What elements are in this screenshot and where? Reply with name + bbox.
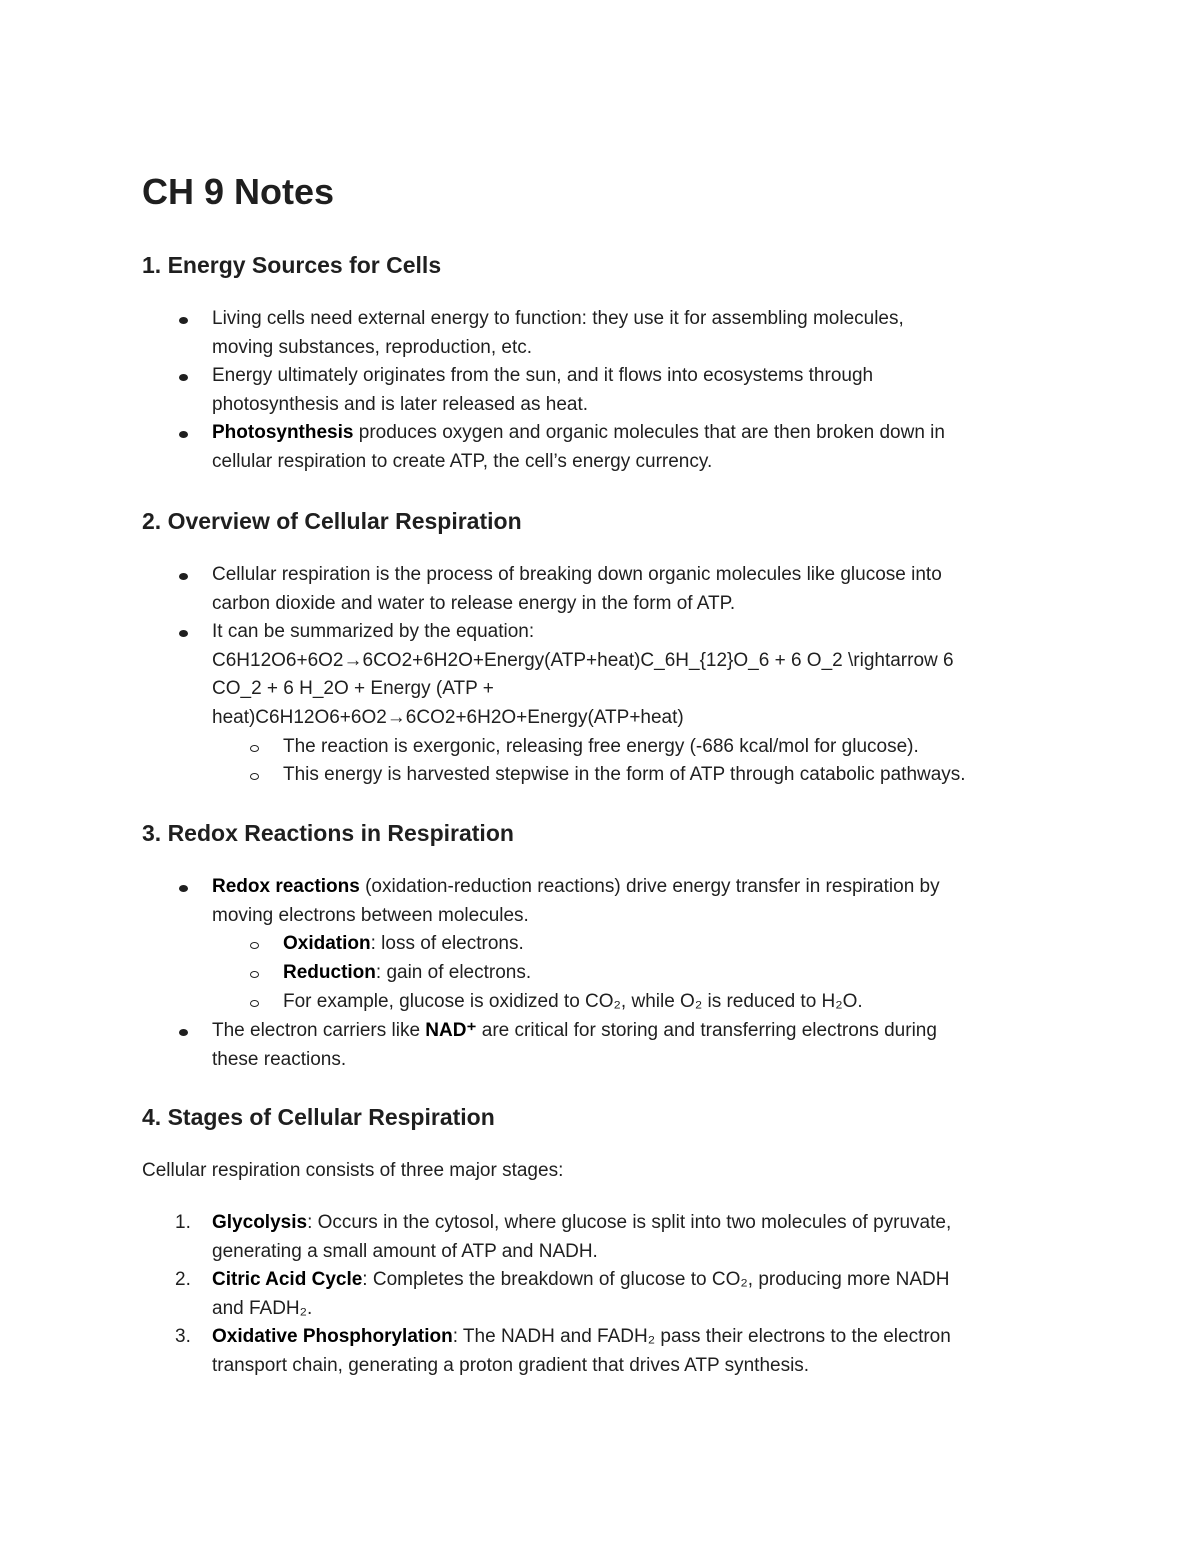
list-item: The electron carriers like NAD⁺ are critical for storing and transferring electrons during these reactions. (142, 1017, 1072, 1074)
list-item: Photosynthesis produces oxygen and organic molecules that are then broken down in cellular respiration to create ATP, the cell’s energy currency. (142, 419, 1072, 476)
bullet-icon (179, 885, 188, 892)
list-item: 1. Glycolysis: Occurs in the cytosol, where glucose is split into two molecules of pyruvate, generating a small amount of ATP and NADH. (142, 1209, 1072, 1266)
section-heading: 2. Overview of Cellular Respiration (142, 508, 522, 534)
circle-bullet-icon (250, 745, 259, 752)
sub-list (212, 733, 1072, 791)
intro-paragraph: Cellular respiration consists of three major stages: (142, 1160, 564, 1181)
bullet-icon (179, 431, 188, 438)
section-heading: 1. Energy Sources for Cells (142, 252, 442, 278)
bullet-list (142, 305, 1072, 477)
bullet-list (142, 873, 1072, 1074)
list-item: 2. Citric Acid Cycle: Completes the breakdown of glucose to CO₂, producing more NADH and FADH₂. (142, 1266, 1072, 1323)
list-item: Redox reactions (oxidation-reduction reactions) drive energy transfer in respiration by moving electrons between molecules. Oxidation: loss of electrons. Reduction: gain of electrons. For example, glucose is oxidized to CO₂, while O₂ is reduced to H₂O. (142, 873, 1072, 1017)
sub-list (212, 930, 1072, 1017)
bullet-icon (179, 573, 188, 580)
list-item: Energy ultimately originates from the sun, and it flows into ecosystems through photosynthesis and is later released as heat. (142, 362, 1072, 419)
bullet-icon (179, 317, 188, 324)
sub-list-item: Reduction: gain of electrons. (141, 959, 1072, 988)
equation-text: C6H12O6+6O2→6CO2+6H2O+Energy(ATP+heat)C_6H_{12}O_6 + 6 O_2 \rightarrow 6 (212, 649, 954, 671)
sub-list-item: The reaction is exergonic, releasing free energy (-686 kcal/mol for glucose). (141, 733, 1072, 762)
list-number: 3. (175, 1326, 191, 1348)
list-item: It can be summarized by the equation: C6H12O6+6O2→6CO2+6H2O+Energy(ATP+heat)C_6H_{12}O_6 + 6 O_2 \rightarrow 6 CO_2 + 6 H_2O + Energy (ATP + heat)C6H12O6+6O2→6CO2+6H2O+Energy(ATP+heat) The reaction is exergonic, releasing free energy (-686 kcal/mol for glucose). This energy is harvested stepwise in the form of ATP through catabolic pathways. (142, 618, 1072, 790)
section-overview (142, 505, 1072, 790)
term-redox: Redox reactions (212, 876, 360, 897)
bullet-list (142, 561, 1072, 790)
section-energy-sources (142, 249, 1072, 477)
section-heading: 4. Stages of Cellular Respiration (142, 1104, 495, 1130)
section-heading: 3. Redox Reactions in Respiration (142, 820, 514, 846)
list-item: 3. Oxidative Phosphorylation: The NADH and FADH₂ pass their electrons to the electron transport chain, generating a proton gradient that drives ATP synthesis. (142, 1323, 1072, 1380)
list-item: Living cells need external energy to function: they use it for assembling molecules, moving substances, reproduction, etc. (142, 305, 1072, 362)
term-photosynthesis: Photosynthesis (212, 422, 354, 444)
document-title: CH 9 Notes (142, 171, 335, 212)
sub-list-item: Oxidation: loss of electrons. (141, 930, 1072, 959)
section-redox (142, 817, 1072, 1074)
bullet-icon (179, 1029, 188, 1036)
section-stages (142, 1101, 1072, 1381)
list-number: 2. (175, 1269, 191, 1291)
circle-bullet-icon (250, 1000, 259, 1007)
sub-list-item: This energy is harvested stepwise in the form of ATP through catabolic pathways. (141, 761, 1072, 790)
bullet-icon (179, 630, 188, 637)
sub-list-item: For example, glucose is oxidized to CO₂, while O₂ is reduced to H₂O. (141, 988, 1072, 1017)
list-number: 1. (175, 1212, 191, 1233)
bullet-icon (179, 374, 188, 381)
numbered-list (142, 1209, 1072, 1381)
list-item: Cellular respiration is the process of breaking down organic molecules like glucose into carbon dioxide and water to release energy in the form of ATP. (142, 561, 1072, 618)
